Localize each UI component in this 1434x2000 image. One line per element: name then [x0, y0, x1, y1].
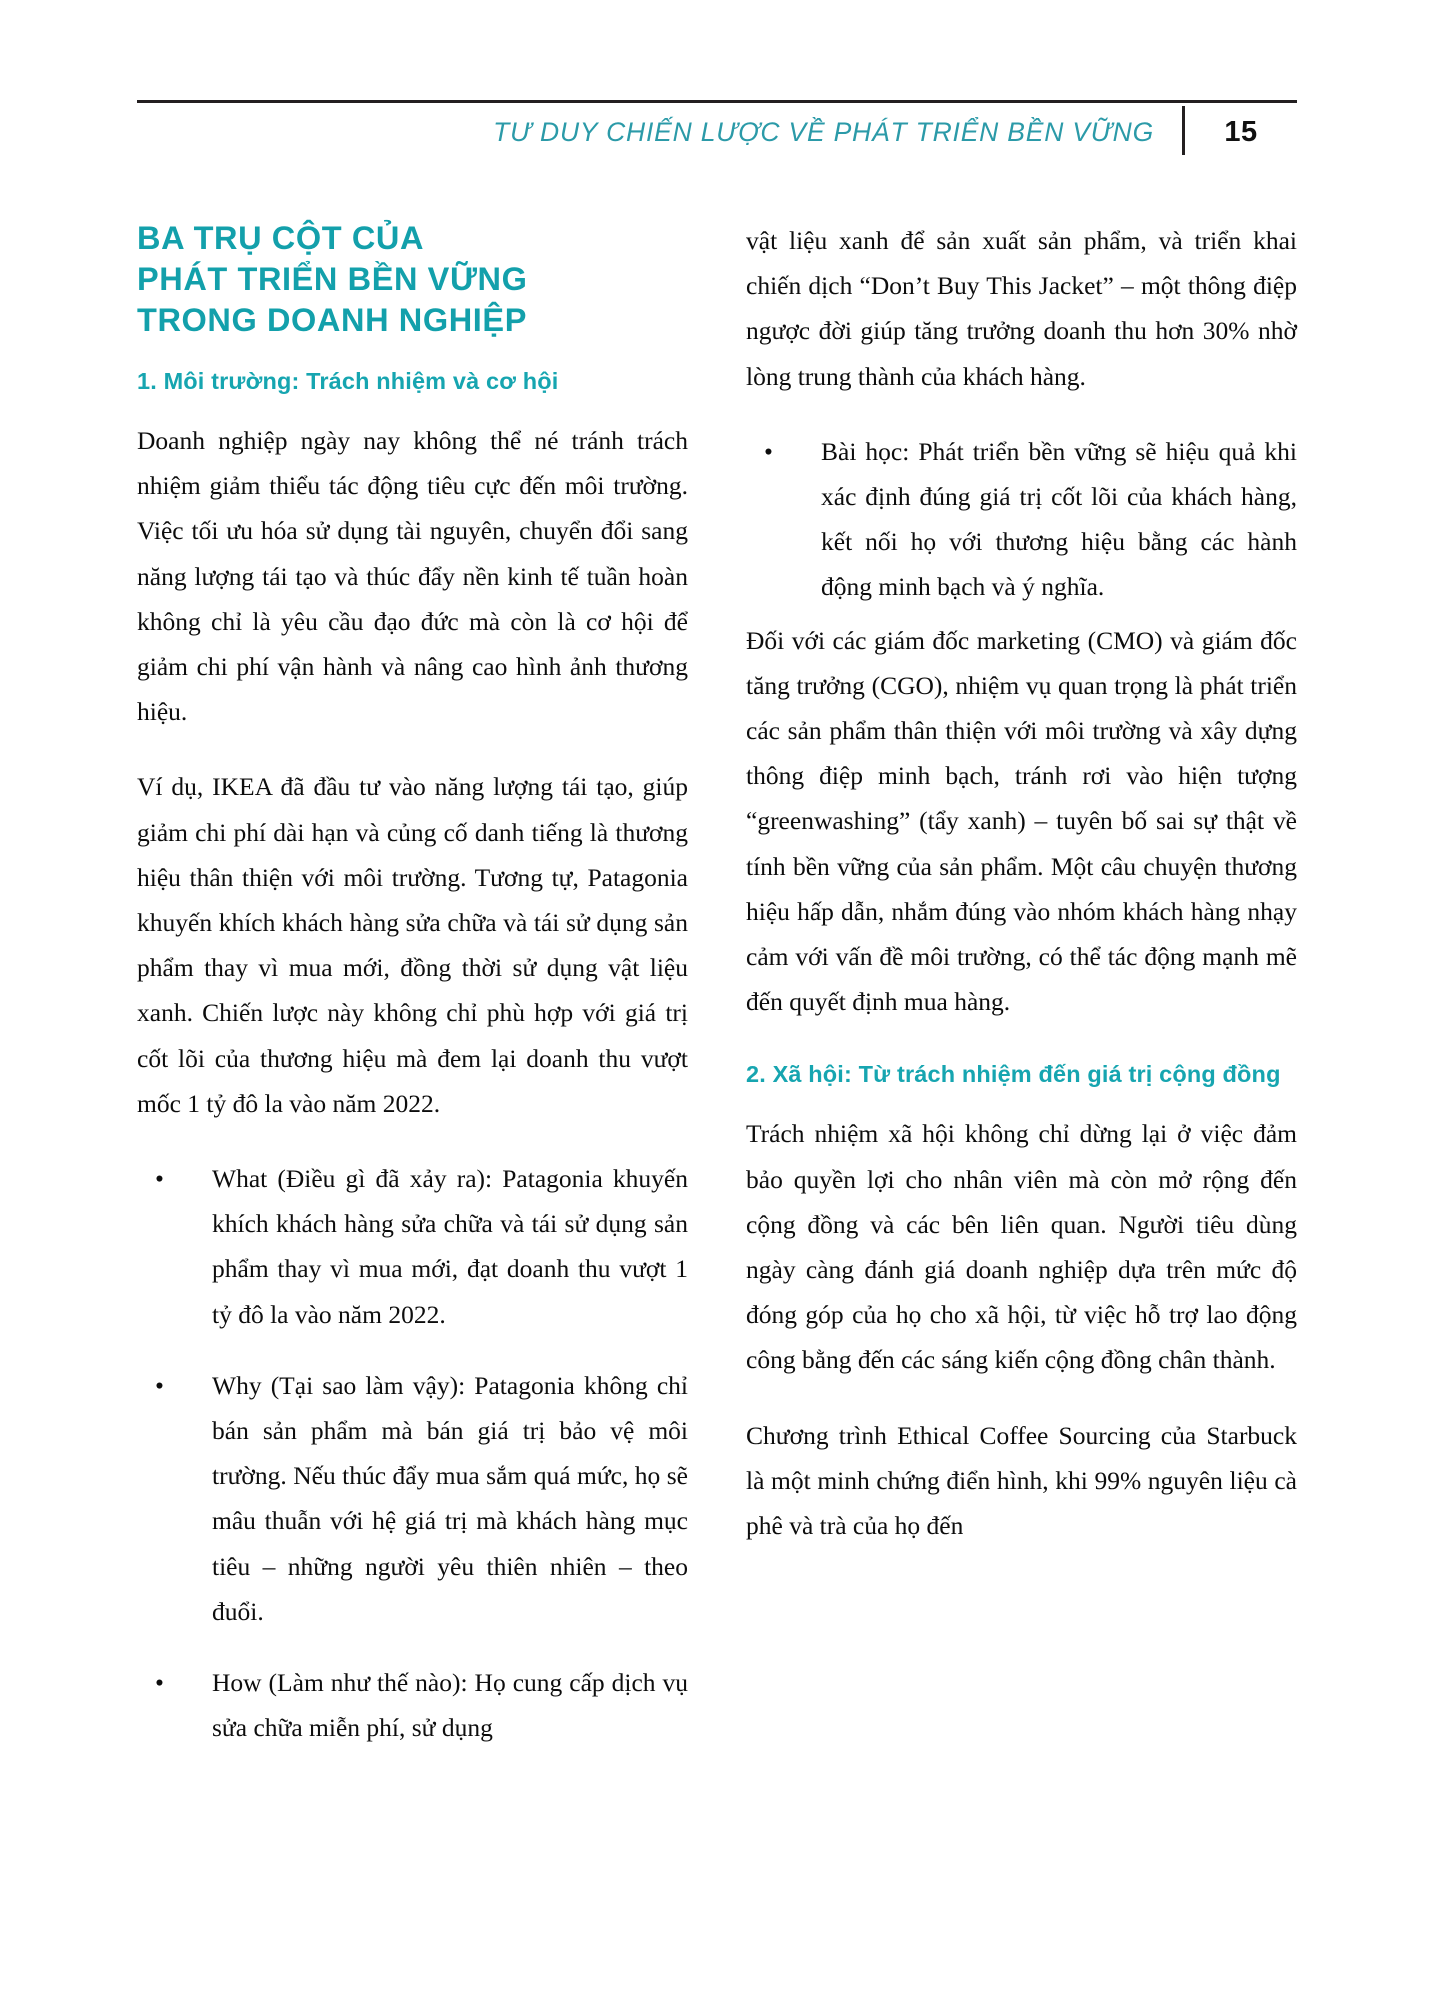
paragraph-continuation: vật liệu xanh để sản xuất sản phẩm, và triển khai chiến dịch “Don’t Buy This Jacket” – một thông điệp ngược đời giúp tăng trưởng doanh thu hơn 30% nhờ lòng trung thành của khách hàng. — [746, 226, 1297, 391]
list-item-text: How (Làm như thế nào): Họ cung cấp dịch vụ sửa chữa miễn phí, sử dụng — [212, 1668, 688, 1743]
page-title-line-1: BA TRỤ CỘT CỦA — [137, 220, 425, 256]
paragraph: Trách nhiệm xã hội không chỉ dừng lại ở việc đảm bảo quyền lợi cho nhân viên mà còn mở rộng đến cộng đồng và các bên liên quan. Người tiêu dùng ngày càng đánh giá doanh nghiệp dựa trên mức độ đóng góp của họ cho xã hội, từ việc hỗ trợ lao động công bằng đến các sáng kiến cộng đồng chân thành. — [746, 1119, 1297, 1375]
list-item — [137, 1660, 688, 1750]
body-columns — [137, 218, 1297, 1918]
bullet-marker-icon: • — [155, 1164, 164, 1194]
section-heading-society: 2. Xã hội: Từ trách nhiệm đến giá trị cộng đồng — [746, 1061, 1281, 1088]
paragraph: Chương trình Ethical Coffee Sourcing của Starbuck là một minh chứng điển hình, khi 99% nguyên liệu cà phê và trà của họ đến — [746, 1420, 1297, 1541]
bullet-marker-icon: • — [155, 1370, 164, 1400]
page-title-line-2: PHÁT TRIỂN BỀN VỮNG — [137, 261, 528, 297]
section-heading-environment: 1. Môi trường: Trách nhiệm và cơ hội — [137, 368, 559, 394]
bullet-marker-icon: • — [764, 436, 773, 466]
running-header — [137, 100, 1297, 156]
list-item — [746, 429, 1297, 610]
page-title — [137, 218, 688, 341]
right-column — [746, 218, 1297, 1918]
bullet-list-right — [746, 429, 1297, 610]
header-content — [137, 103, 1297, 156]
paragraph: Doanh nghiệp ngày nay không thể né tránh trách nhiệm giảm thiểu tác động tiêu cực đến môi trường. Việc tối ưu hóa sử dụng tài nguyên, chuyển đổi sang năng lượng tái tạo và thúc đẩy nền kinh tế tuần hoàn không chỉ là yêu cầu đạo đức mà còn là cơ hội để giảm chi phí vận hành và nâng cao hình ảnh thương hiệu. — [137, 426, 688, 727]
bullet-list-left — [137, 1156, 688, 1750]
list-item-text: Bài học: Phát triển bền vững sẽ hiệu quả khi xác định đúng giá trị cốt lõi của khách hàng, kết nối họ với thương hiệu bằng các hành động minh bạch và ý nghĩa. — [821, 436, 1297, 602]
bullet-marker-icon: • — [155, 1668, 164, 1698]
list-item — [137, 1363, 688, 1634]
paragraph: Đối với các giám đốc marketing (CMO) và giám đốc tăng trưởng (CGO), nhiệm vụ quan trọng là phát triển các sản phẩm thân thiện với môi trường và xây dựng thông điệp minh bạch, tránh rơi vào hiện tượng “greenwashing” (tẩy xanh) – tuyên bố sai sự thật về tính bền vững của sản phẩm. Một câu chuyện thương hiệu hấp dẫn, nhắm đúng vào nhóm khách hàng nhạy cảm với vấn đề môi trường, có thể tác động mạnh mẽ đến quyết định mua hàng. — [746, 625, 1297, 1017]
page-title-line-3: TRONG DOANH NGHIỆP — [137, 302, 527, 338]
paragraph: Ví dụ, IKEA đã đầu tư vào năng lượng tái tạo, giúp giảm chi phí dài hạn và củng cố danh tiếng là thương hiệu thân thiện với môi trường. Tương tự, Patagonia khuyến khích khách hàng sửa chữa và tái sử dụng sản phẩm thay vì mua mới, đồng thời sử dụng vật liệu xanh. Chiến lược này không chỉ phù hợp với giá trị cốt lõi của thương hiệu mà đem lại doanh thu vượt mốc 1 tỷ đô la vào năm 2022. — [137, 772, 688, 1118]
list-item-text: What (Điều gì đã xảy ra): Patagonia khuyến khích khách hàng sửa chữa và tái sử dụng sản phẩm thay vì mua mới, đạt doanh thu vượt 1 tỷ đô la vào năm 2022. — [212, 1164, 688, 1329]
list-item-text: Why (Tại sao làm vậy): Patagonia không chỉ bán sản phẩm mà bán giá trị bảo vệ môi trường. Nếu thúc đẩy mua sắm quá mức, họ sẽ mâu thuẫn với hệ giá trị mà khách hàng mục tiêu – những người yêu thiên nhiên – theo đuổi. — [212, 1370, 688, 1626]
header-title: TƯ DUY CHIẾN LƯỢC VỀ PHÁT TRIỂN BỀN VỮNG — [493, 117, 1154, 147]
page-number: 15 — [1224, 116, 1258, 148]
list-item — [137, 1156, 688, 1337]
left-column — [137, 218, 688, 1918]
